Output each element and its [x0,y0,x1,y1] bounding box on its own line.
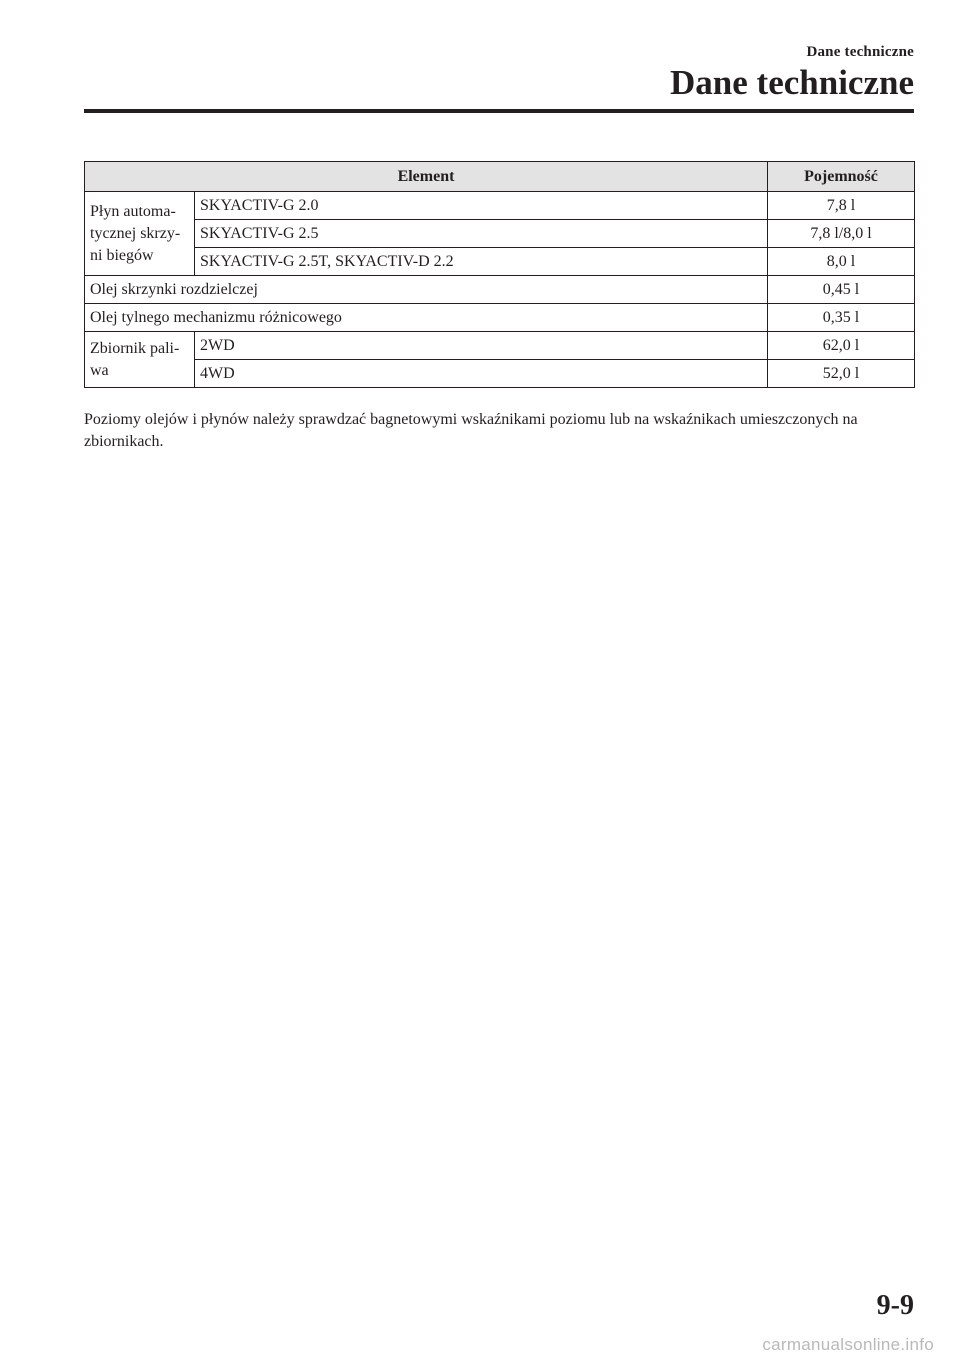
row-capacity: 0,45 l [768,276,915,304]
row-name: Olej skrzynki rozdzielczej [85,276,768,304]
row-capacity: 7,8 l/8,0 l [768,220,915,248]
group-label-text: Płyn automa- tycznej skrzy- ni biegów [90,202,181,264]
page-title: Dane techniczne [670,63,914,102]
watermark: carmanualsonline.info [762,1335,934,1354]
row-capacity: 0,35 l [768,304,915,332]
row-capacity: 8,0 l [768,248,915,276]
table-row [85,220,915,248]
section-header-small: Dane techniczne [806,44,914,60]
table-row [85,248,915,276]
table-row [85,360,915,388]
note-paragraph: Poziomy olejów i płynów należy sprawdzać bagnetowymi wskaźnikami poziomu lub na wskaźnikach umieszczonych na zbiornikach. [84,411,858,450]
table-row [85,304,915,332]
header-divider [84,109,914,113]
capacity-table [84,161,915,388]
column-header-item: Element [85,162,768,192]
row-name: SKYACTIV-G 2.5 [195,220,768,248]
group-label-text: Zbiornik pali- wa [90,339,180,379]
group-label-atf [85,192,195,276]
table-row [85,192,915,220]
table-row [85,332,915,360]
table-row [85,276,915,304]
row-name: 4WD [195,360,768,388]
row-capacity: 62,0 l [768,332,915,360]
column-header-capacity: Pojemność [768,162,915,192]
row-name: 2WD [195,332,768,360]
page-number: 9-9 [876,1290,914,1321]
group-label-fuel [85,332,195,388]
row-name: Olej tylnego mechanizmu różnicowego [85,304,768,332]
row-name: SKYACTIV-G 2.5T, SKYACTIV-D 2.2 [195,248,768,276]
table-header-row [85,162,915,192]
row-capacity: 7,8 l [768,192,915,220]
row-name: SKYACTIV-G 2.0 [195,192,768,220]
row-capacity: 52,0 l [768,360,915,388]
